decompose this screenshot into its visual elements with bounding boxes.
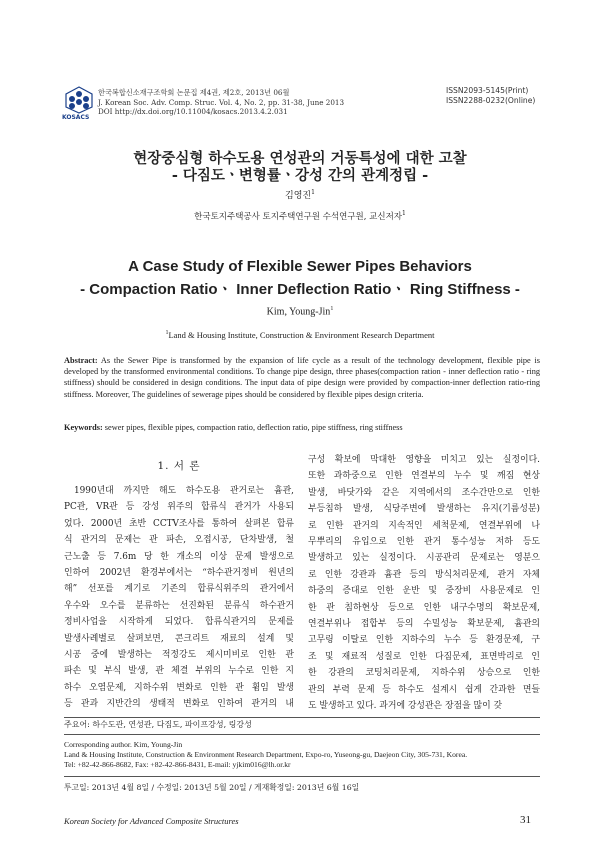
english-affiliation-sup: 1 [165,330,169,337]
body-line: 한 강관의 코팅처리문제, 지하수위 상승으로 인한 [308,668,540,679]
english-author [0,306,600,317]
journal-line-english: J. Korean Soc. Adv. Comp. Struc. Vol. 4, No. 2, pp. 31-38, June 2013 [98,97,345,107]
body-line: 하수 오염문제, 지하수위 변화로 인한 관 휨임 발생 [64,682,294,693]
english-author-sup: 1 [330,306,334,312]
korean-author-name: 김영진 [285,191,312,201]
footnote-divider [64,717,540,718]
body-line: 하중의 증대로 인한 운반 및 중장비 사용문제로 인 [308,586,540,597]
body-line: 시공 중에 발생하는 적정강도 제시미비로 인한 관 [64,650,294,661]
body-line: 구성 확보에 막대한 영향을 미치고 있는 실정이다. [308,455,540,465]
english-title-line2: - Compaction Ratioㆍ Inner Deflection Ratioㆍ Ring Stiffness - [80,281,520,298]
korean-title-line1: 현장중심형 하수도용 연성관의 거동특성에 대한 고찰 [133,151,467,167]
abstract-text: As the Sewer Pipe is transformed by the expansion of life cycle as a result of the technology development, flexible pipe is developed by the transformed environmental conditions. To change pipe design, three phases(compaction ration - inner deflection ratio - ring stiffness) should be considered in design conditions. The input data of pipe design were provided by compaction-inner deflection ratio-ring stiffness. Moreover, The guidelines of sewerage pipes should be considered by flexible pipes design criteria. [64,356,540,399]
korean-affiliation-sup: 1 [402,210,406,218]
section-heading: 1. 서 론 [157,460,201,472]
body-line: 등 관과 지반간의 생태적 변화로 인하여 관거의 내 [64,699,294,710]
body-line: PC관, VR관 등 강성 위주의 합류식 관거가 사용되 [64,502,294,513]
body-column-right [308,452,540,715]
hexagon-logo-icon [64,86,94,114]
issn-online: ISSN2288-0232(Online) [446,95,536,105]
issn-info [446,86,535,105]
logo-label: KOSACS [62,114,90,121]
korean-affiliation-text: 한국토지주택공사 토지주택연구원 수석연구원, 교신저자 [194,212,403,222]
keywords-label: Keywords: [64,423,103,432]
footnote-divider-2 [64,734,540,735]
body-line: 관의 부력 문제 등 하수도 설계시 쉽게 간과한 면들 [308,684,540,695]
correspondence-author: Corresponding author. Kim, Young-Jin [64,740,183,749]
correspondence-contact: Tel: +82-42-866-8682, Fax: +82-42-866-8431, E-mail: yjkim016@lh.or.kr [64,759,291,769]
body-line: 연결부위나 접합부 등의 수밀성능 확보문제, 흄관의 [308,619,540,630]
body-line: 발생, 바닷가와 같은 지역에서의 조수간만으로 인한 [308,487,540,498]
english-affiliation [0,330,600,340]
english-title-line1: A Case Study of Flexible Sewer Pipes Behaviors [128,258,472,275]
body-line: 부등침하 발생, 식당주변에 발생하는 유지(기름성분) [308,504,540,515]
doi-link[interactable]: DOI http://dx.doi.org/10.11004/kosacs.2013.4.2.031 [98,107,288,116]
korean-keywords: 주요어: 하수도관, 연성관, 다짐도, 파이프강성, 링강성 [64,720,252,729]
body-line: 파손 및 부식 발생, 관 체결 부위의 누수로 인한 지 [64,666,294,677]
korean-author [0,188,600,201]
correspondence [64,740,544,769]
journal-info [98,88,344,117]
footnote-divider-3 [64,776,540,777]
body-line: 또한 과하중으로 인한 연결부의 누수 및 깨짐 현상 [308,471,540,482]
body-line: 발생하고 있는 실정이다. 시공관리 문제로는 영분으 [308,553,540,564]
body-line: 로 인한 관거의 지속적인 세척문제, 연결부위에 나 [308,520,540,531]
body-line: 무뿌리의 유입으로 인한 관거 통수성능 저하 등도 [308,537,540,548]
footer-journal: Korean Society for Advanced Composite Structures [64,816,239,826]
body-line: 해” 선포를 계기로 기존의 합류식위주의 관거에서 [64,584,294,595]
body-line: 우수와 오수를 분류하는 선진화된 분류식 하수관거 [64,600,294,611]
body-line: 근노출 등 7.6m 당 한 개소의 이상 문제 발생으로 [64,551,294,562]
body-line: 로 인한 강관과 흄관 등의 방식처리문제, 관거 자체 [308,569,540,580]
korean-affiliation [0,210,600,222]
body-line: 한 관 침하현상 등으로 인한 내구수명의 확보문제, [308,602,540,613]
body-line: 조 및 재료적 성질로 인한 다짐문제, 표면박리로 인 [308,651,540,662]
journal-line-korean: 한국복합신소재구조학회 논문집 제4권, 제2호, 2013년 06월 [98,88,290,97]
body-line: 고무링 이탈로 인한 지하수의 누수 등 환경문제, 구 [308,635,540,646]
english-affiliation-text: Land & Housing Institute, Construction & Environment Research Department [168,330,435,340]
body-line: 정비사업을 시작하게 되었다. 합류식관거의 문제를 [64,617,294,628]
english-author-name: Kim, Young-Jin [266,306,331,318]
body-line: 발생사례별로 살펴보면, 콘크리트 재료의 설계 및 [64,633,294,644]
body-line: 인하여 2002년 환경부에서는 “하수관거정비 원년의 [64,568,294,579]
abstract [64,355,540,400]
body-line: 었다. 2000년 초반 CCTV조사를 통하여 살펴본 합류 [64,518,294,529]
body-column-left [64,483,294,713]
journal-logo [64,86,94,114]
correspondence-address: Land & Housing Institute, Construction & Environment Research Department, Expo-ro, Yuseong-gu, Daejeon City, 305-731, Korea. [64,749,468,759]
issn-print: ISSN2093-5145(Print) [446,86,529,95]
body-line: 1990년대 까지만 해도 하수도용 관거로는 흄관, [74,486,294,496]
abstract-label: Abstract: [64,356,98,365]
received-dates: 투고일: 2013년 4월 8일 / 수정일: 2013년 5월 20일 / 게재확정일: 2013년 6월 16일 [64,783,360,792]
keywords [64,423,540,432]
page-number: 31 [520,814,531,826]
body-line: 도 발생하고 있다. 과거에 강성관은 장점을 많이 갖 [308,701,503,712]
body-line: 식 관거의 문제는 관 파손, 오접시공, 단차발생, 철 [64,535,294,546]
keywords-text: sewer pipes, flexible pipes, compaction ratio, deflection ratio, pipe stiffness, ring stiffness [102,423,403,432]
korean-title-line2: - 다짐도ㆍ변형률ㆍ강성 간의 관계정립 - [171,168,429,184]
korean-author-sup: 1 [311,189,315,196]
